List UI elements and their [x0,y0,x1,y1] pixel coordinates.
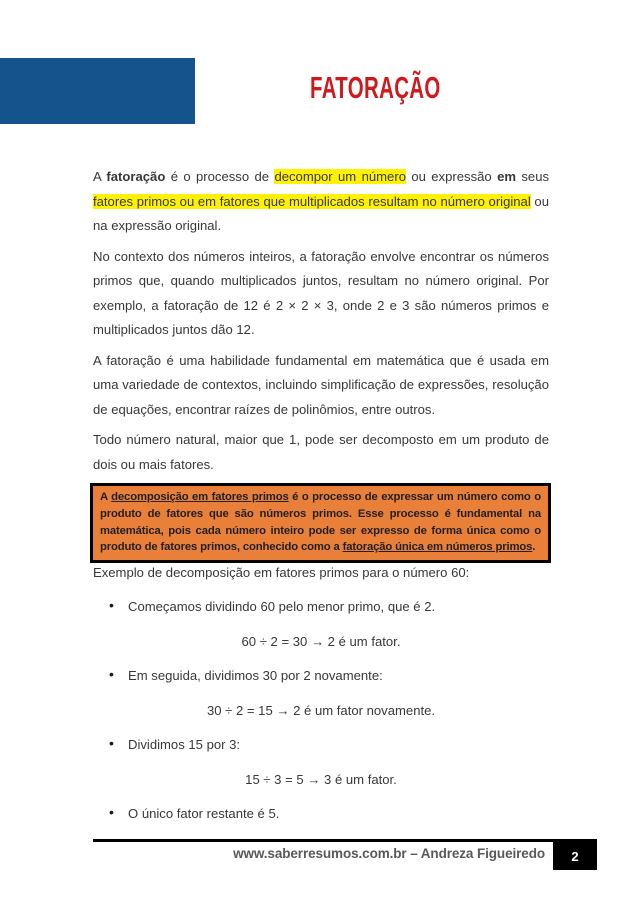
underlined-text-run: fatoração única em números primos [342,541,533,554]
bullet-icon: • [109,804,114,821]
steps-list [93,598,549,822]
intro-paragraph [93,165,549,239]
example-intro: Exemplo de decomposição em fatores primos para o número 60: [93,565,470,581]
step-equation-3: 15 ÷ 3 = 5 → 3 é um fator. [245,771,397,787]
step-text: Dividimos 15 por 3: [128,737,241,753]
bold-text-run: fatoração [106,169,166,184]
text-run: é o processo de [165,169,275,184]
bullet-icon: • [109,666,114,683]
step-bullet-2 [93,667,549,684]
page-number: 2 [571,848,579,864]
text-run: A [93,169,107,184]
text-run: ou expressão [405,169,498,184]
highlighted-text-run: fatores primos ou em fatores que multiplicados resultam no número original [93,193,531,209]
step-text: Em seguida, dividimos 30 por 2 novamente: [128,668,383,684]
step-text: Começamos dividindo 60 pelo menor primo, que é 2. [128,599,436,615]
page-title: FATORAÇÃO [310,70,441,105]
bullet-icon: • [109,735,114,752]
paragraph-fundamental-skill: A fatoração é uma habilidade fundamental em matemática que é usada em uma variedade de contextos, incluindo simplificação de expressões, resolução de equações, encontrar raízes de polinômios, entre outros. [93,352,549,417]
footer-credit: www.saberresumos.com.br – Andreza Figueiredo [233,846,545,861]
step-text: O único fator restante é 5. [128,806,280,822]
step-equation-2: 30 ÷ 2 = 15 → 2 é um fator novamente. [206,702,436,718]
info-box [90,483,551,563]
footer-rule [93,839,597,842]
bullet-icon: • [109,597,114,614]
underlined-text-run: decomposição em fatores primos [111,491,289,503]
text-run: ou na expressão original. [93,193,549,233]
text-run: é o processo de expressar um número como o produto de fatores que são números primos. Esse processo é fundamental na matemática, pois cada número inteiro pode ser expresso de forma única como o produto de fatores primos, conhecido como a [100,491,542,554]
page-number-badge [553,842,597,870]
step-bullet-1 [93,598,549,615]
document-body [93,165,549,840]
bold-text-run: em [497,169,516,184]
step-equation-1: 60 ÷ 2 = 30 → 2 é um fator. [241,633,401,649]
step-bullet-3 [93,736,549,753]
text-run: A [100,491,112,503]
paragraph-natural-numbers: Todo número natural, maior que 1, pode ser decomposto em um produto de dois ou mais fatores. [93,432,549,472]
paragraph-integers-context: No contexto dos números inteiros, a fatoração envolve encontrar os números primos que, quando multiplicados juntos, resultam no número original. Por exemplo, a fatoração de 12 é 2 × 2 × 3, onde 2 e 3 são números primos e multiplicados juntos dão 12. [93,248,549,337]
header-blue-block [0,58,195,124]
step-bullet-4 [93,805,549,822]
highlighted-text-run: decompor um número [274,169,406,184]
text-run: . [532,541,536,554]
text-run: seus [516,169,550,184]
